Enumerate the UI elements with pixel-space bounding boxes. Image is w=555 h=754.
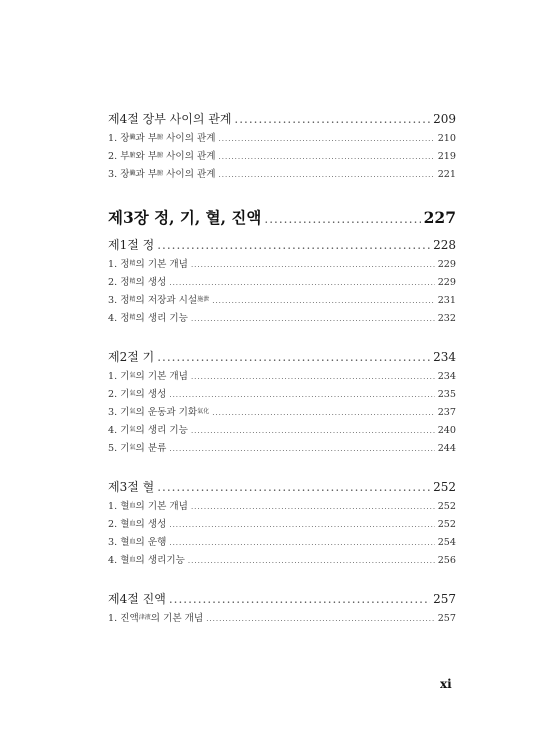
hanja-annotation: 血 xyxy=(129,538,136,545)
dot-leader xyxy=(234,112,430,126)
dot-leader xyxy=(191,373,435,381)
hanja-annotation: 腑 xyxy=(157,134,164,141)
dot-leader xyxy=(191,261,435,269)
toc-entry-title: 1. 장$^臟$과 부$^腑$ 사이의 관계 xyxy=(108,133,216,144)
toc-page-number: 234 xyxy=(433,350,456,364)
toc-item-entry[interactable] xyxy=(108,310,456,328)
hanja-annotation: 氣 xyxy=(129,426,136,433)
hanja-annotation: 氣化 xyxy=(197,408,210,415)
toc-page-number: 229 xyxy=(437,259,456,270)
toc-entry-title: 2. 혈$^血$의 생성 xyxy=(108,519,167,530)
toc-entry-title: 4. 혈$^血$의 생리기능 xyxy=(108,555,185,566)
toc-page-number: 252 xyxy=(437,519,456,530)
toc-entry-title: 제4절 장부 사이의 관계 xyxy=(108,112,232,126)
section-gap xyxy=(108,570,456,590)
dot-leader xyxy=(169,592,430,606)
hanja-annotation: 精 xyxy=(129,260,136,267)
dot-leader xyxy=(191,427,435,435)
dot-leader xyxy=(212,409,434,417)
hanja-annotation: 施泄 xyxy=(197,296,210,303)
toc-item-entry[interactable] xyxy=(108,166,456,184)
toc-entry-title: 1. 혈$^血$의 기본 개념 xyxy=(108,501,188,512)
dot-leader xyxy=(212,297,434,305)
toc-item-entry[interactable] xyxy=(108,498,456,516)
hanja-annotation: 氣 xyxy=(129,444,136,451)
toc-page-number: 256 xyxy=(437,555,456,566)
toc-page-number: 219 xyxy=(437,151,456,162)
toc-section-entry[interactable] xyxy=(108,110,456,128)
dot-leader xyxy=(169,521,434,529)
toc-page-number: 231 xyxy=(437,295,456,306)
toc-page-number: 221 xyxy=(437,169,456,180)
hanja-annotation: 臟 xyxy=(129,134,136,141)
toc-item-entry[interactable] xyxy=(108,274,456,292)
hanja-annotation: 津液 xyxy=(138,614,151,621)
toc-section-entry[interactable] xyxy=(108,590,456,608)
toc-item-entry[interactable] xyxy=(108,552,456,570)
toc-item-entry[interactable] xyxy=(108,368,456,386)
toc-item-entry[interactable] xyxy=(108,386,456,404)
toc-item-entry[interactable] xyxy=(108,256,456,274)
toc-item-entry[interactable] xyxy=(108,422,456,440)
hanja-annotation: 腑 xyxy=(129,152,136,159)
toc-page-number: 229 xyxy=(437,277,456,288)
hanja-annotation: 氣 xyxy=(129,408,136,415)
dot-leader xyxy=(157,480,430,494)
toc-entry-title: 3. 장$^臟$과 부$^腑$ 사이의 관계 xyxy=(108,169,216,180)
toc-section-entry[interactable] xyxy=(108,348,456,366)
toc-entry-title: 3. 기$^氣$의 운동과 기화$^{氣化}$ xyxy=(108,407,210,418)
toc-item-entry[interactable] xyxy=(108,148,456,166)
dot-leader xyxy=(264,212,420,226)
toc-page-number: 244 xyxy=(437,443,456,454)
toc-item-entry[interactable] xyxy=(108,404,456,422)
hanja-annotation: 精 xyxy=(129,314,136,321)
toc-page-number: 252 xyxy=(437,501,456,512)
hanja-annotation: 血 xyxy=(129,502,136,509)
dot-leader xyxy=(157,238,430,252)
toc-entry-title: 제3장 정, 기, 혈, 진액 xyxy=(108,208,262,227)
toc-item-entry[interactable] xyxy=(108,292,456,310)
toc-chapter-entry[interactable] xyxy=(108,206,456,228)
toc-entry-title: 5. 기$^氣$의 분류 xyxy=(108,443,167,454)
toc-entry-title: 3. 혈$^血$의 운행 xyxy=(108,537,167,548)
toc-entry-title: 2. 정$^精$의 생성 xyxy=(108,277,167,288)
hanja-annotation: 腑 xyxy=(157,170,164,177)
toc-entry-title: 2. 부$^腑$와 부$^腑$ 사이의 관계 xyxy=(108,151,216,162)
toc-item-entry[interactable] xyxy=(108,130,456,148)
dot-leader xyxy=(169,445,434,453)
toc-page-number: 252 xyxy=(433,480,456,494)
toc-item-entry[interactable] xyxy=(108,610,456,628)
section-gap xyxy=(108,328,456,348)
dot-leader xyxy=(188,557,435,565)
dot-leader xyxy=(169,539,434,547)
toc-item-entry[interactable] xyxy=(108,440,456,458)
section-gap xyxy=(108,458,456,478)
table-of-contents xyxy=(108,110,456,628)
dot-leader xyxy=(219,153,435,161)
toc-entry-title: 1. 정$^精$의 기본 개념 xyxy=(108,259,188,270)
toc-entry-title: 1. 기$^氣$의 기본 개념 xyxy=(108,371,188,382)
page-number: xi xyxy=(440,677,452,691)
toc-entry-title: 1. 진액$^{津液}$의 기본 개념 xyxy=(108,613,204,624)
toc-entry-title: 3. 정$^精$의 저장과 시설$^{施泄}$ xyxy=(108,295,210,306)
toc-entry-title: 제2절 기 xyxy=(108,350,155,364)
toc-section-entry[interactable] xyxy=(108,478,456,496)
dot-leader xyxy=(219,171,435,179)
hanja-annotation: 血 xyxy=(129,556,136,563)
toc-item-entry[interactable] xyxy=(108,534,456,552)
toc-page-number: 254 xyxy=(437,537,456,548)
toc-entry-title: 제3절 혈 xyxy=(108,480,155,494)
dot-leader xyxy=(157,350,430,364)
toc-entry-title: 제1절 정 xyxy=(108,238,155,252)
toc-entry-title: 4. 기$^氣$의 생리 기능 xyxy=(108,425,188,436)
dot-leader xyxy=(169,391,434,399)
toc-section-entry[interactable] xyxy=(108,236,456,254)
toc-page-number: 227 xyxy=(423,208,456,227)
toc-entry-title: 제4절 진액 xyxy=(108,592,166,606)
toc-page-number: 232 xyxy=(437,313,456,324)
dot-leader xyxy=(191,315,435,323)
dot-leader xyxy=(219,135,435,143)
toc-page-number: 234 xyxy=(437,371,456,382)
hanja-annotation: 精 xyxy=(129,278,136,285)
dot-leader xyxy=(191,503,435,511)
hanja-annotation: 精 xyxy=(129,296,136,303)
hanja-annotation: 氣 xyxy=(129,390,136,397)
hanja-annotation: 血 xyxy=(129,520,136,527)
toc-item-entry[interactable] xyxy=(108,516,456,534)
toc-page-number: 240 xyxy=(437,425,456,436)
toc-page-number: 237 xyxy=(437,407,456,418)
toc-page-number: 257 xyxy=(433,592,456,606)
toc-entry-title: 4. 정$^精$의 생리 기능 xyxy=(108,313,188,324)
hanja-annotation: 氣 xyxy=(129,372,136,379)
hanja-annotation: 腑 xyxy=(157,152,164,159)
toc-page-number: 209 xyxy=(433,112,456,126)
toc-page-number: 235 xyxy=(437,389,456,400)
toc-page-number: 228 xyxy=(433,238,456,252)
dot-leader xyxy=(169,279,434,287)
toc-entry-title: 2. 기$^氣$의 생성 xyxy=(108,389,167,400)
hanja-annotation: 臟 xyxy=(129,170,136,177)
toc-page-number: 257 xyxy=(437,613,456,624)
dot-leader xyxy=(206,615,434,623)
toc-page-number: 210 xyxy=(437,133,456,144)
